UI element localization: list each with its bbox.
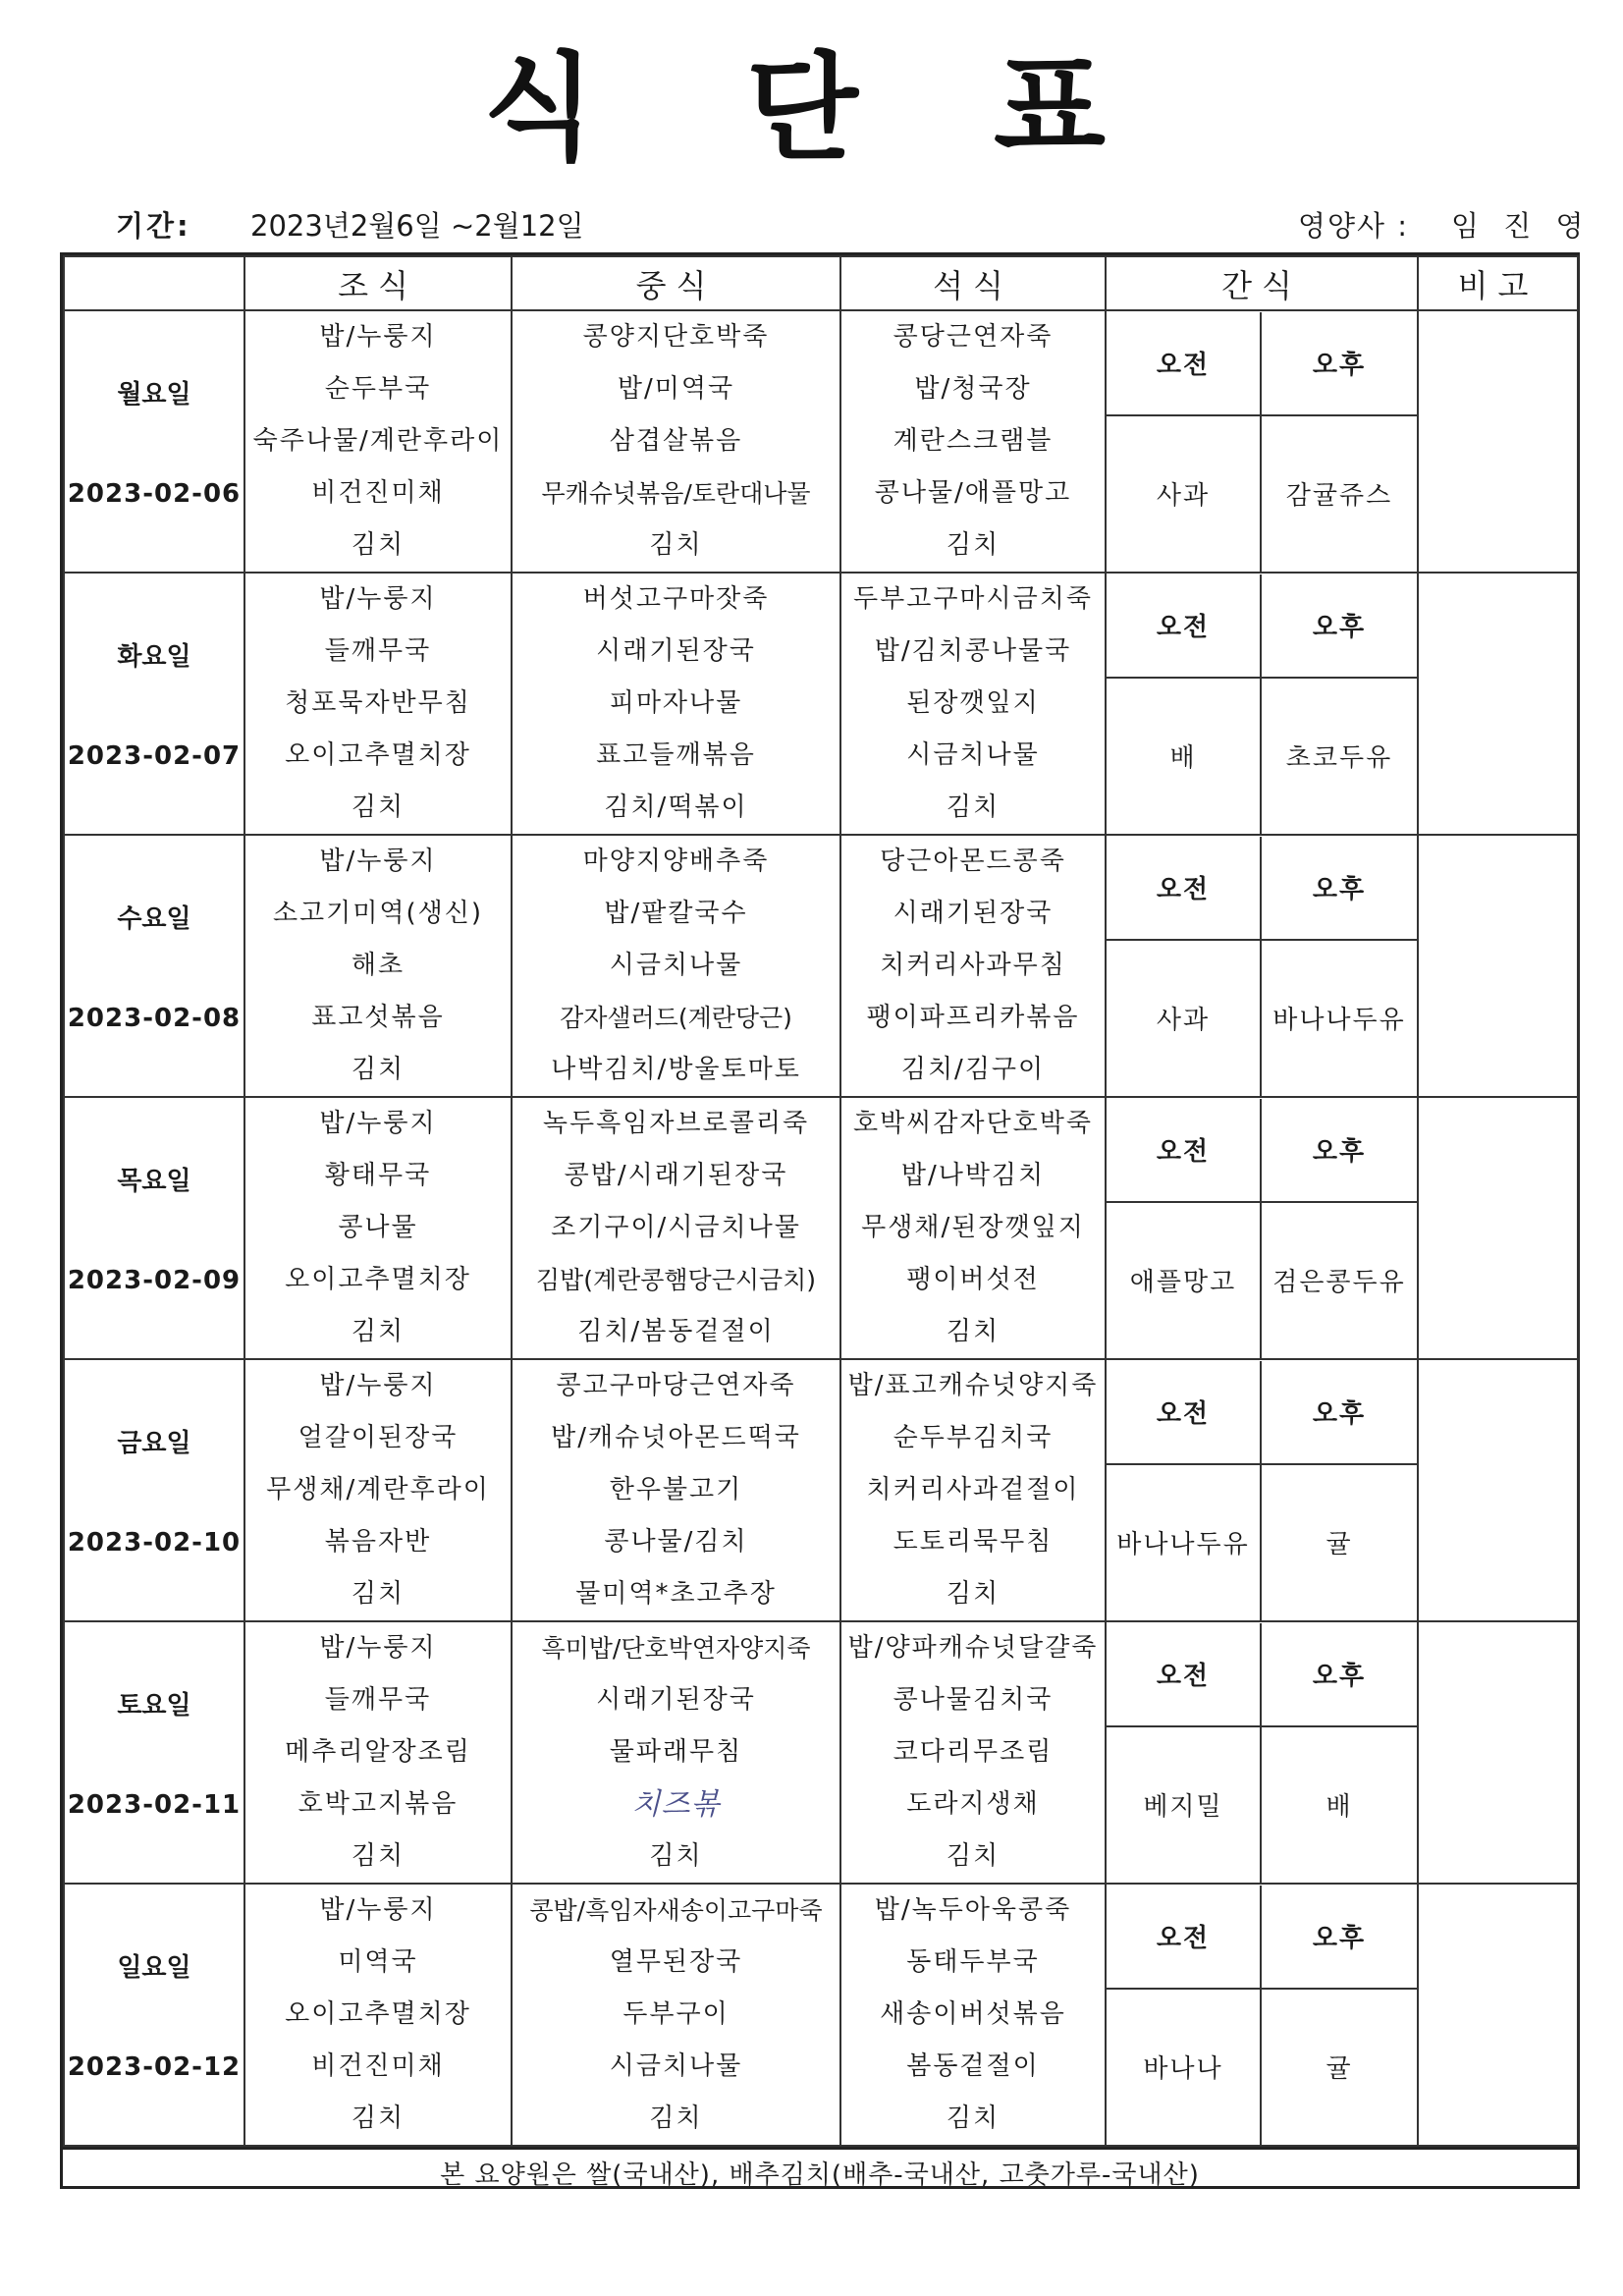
lunch-item: [513, 1778, 839, 1831]
lunch-item: 시금치나물: [609, 951, 743, 980]
lunch-item: 물파래무침: [609, 1737, 743, 1767]
breakfast-item: 비건진미채: [311, 2051, 445, 2081]
dinner-cell: [840, 1097, 1106, 1359]
note-cell: [1418, 573, 1578, 835]
day-cell: [64, 1621, 244, 1884]
dinner-item: 두부고구마시금치죽: [852, 584, 1094, 614]
dinner-item: 치커리사과겉절이: [866, 1475, 1080, 1504]
note-cell: [1418, 1621, 1578, 1884]
snack-cell: [1106, 1359, 1418, 1621]
breakfast-item: 김치: [351, 1841, 406, 1871]
breakfast-item: 밥/누룽지: [319, 1895, 437, 1925]
snack-pm-label: 오후: [1262, 837, 1417, 941]
snack-grid: [1107, 1623, 1417, 1883]
dinner-cell: [840, 573, 1106, 835]
snack-am-item: 베지밀: [1107, 1727, 1262, 1883]
dinner-item: 김치: [946, 793, 1001, 822]
note-cell: [1418, 835, 1578, 1097]
breakfast-item: 순두부국: [324, 374, 432, 404]
snack-am-item: 사과: [1107, 941, 1262, 1096]
day-row: [64, 1621, 1578, 1884]
snack-pm-item: 귤: [1325, 2054, 1353, 2084]
snack-pm-label: 오후: [1262, 312, 1417, 416]
lunch-item: 콩밥/흑임자새송이고구마죽: [529, 1896, 823, 1925]
dinner-item: 김치: [946, 2104, 1001, 2133]
breakfast-item: 해초: [351, 951, 406, 980]
lunch-cell: [512, 1097, 840, 1359]
snack-cell: [1106, 1621, 1418, 1884]
breakfast-item: 김치: [351, 2104, 406, 2133]
dinner-item: 콩당근연자죽: [893, 322, 1054, 352]
lunch-item: 물미역*초고추장: [575, 1579, 777, 1609]
breakfast-cell: [244, 1621, 512, 1884]
dinner-item: 봄동겉절이: [906, 2051, 1040, 2081]
lunch-item: 열무된장국: [609, 1947, 743, 1977]
lunch-item: 표고들깨볶음: [596, 740, 756, 770]
snack-am-item: 바나나두유: [1107, 1465, 1262, 1620]
lunch-cell: [512, 1621, 840, 1884]
dinner-cell: [840, 1359, 1106, 1621]
period-label: 기간:: [116, 209, 191, 243]
dinner-item: 호박씨감자단호박죽: [852, 1109, 1094, 1138]
snack-am-label: 오전: [1107, 1886, 1262, 1990]
lunch-item: 김치: [649, 2104, 703, 2133]
note-cell: [1418, 1884, 1578, 2146]
snack-cell: [1106, 573, 1418, 835]
day-name: 화요일: [117, 642, 191, 672]
breakfast-item: 콩나물: [338, 1213, 418, 1242]
breakfast-cell: [244, 1097, 512, 1359]
breakfast-item: 밥/누룽지: [319, 584, 437, 614]
day-row: [64, 1884, 1578, 2146]
snack-am-item: 배: [1107, 679, 1262, 834]
dinner-item: 시금치나물: [906, 740, 1040, 770]
breakfast-item: 밥/누룽지: [319, 1633, 437, 1663]
dinner-item: 김치: [946, 1841, 1001, 1871]
page-title: [0, 39, 1623, 177]
day-name: 토요일: [117, 1691, 191, 1721]
dinner-item: 밥/녹두아욱콩죽: [874, 1895, 1072, 1925]
lunch-item: 조기구이/시금치나물: [551, 1213, 801, 1242]
snack-pm-item: 배: [1325, 1792, 1353, 1822]
day-date: 2023-02-11: [67, 1790, 242, 1820]
day-cell: [64, 573, 244, 835]
breakfast-item: 김치: [351, 1579, 406, 1609]
lunch-cell: [512, 310, 840, 573]
day-name: 수요일: [117, 904, 191, 934]
dinner-item: 콩나물/애플망고: [874, 478, 1072, 508]
dinner-item: 김치: [946, 530, 1001, 560]
dinner-item: 밥/김치콩나물국: [874, 636, 1072, 666]
note-cell: [1418, 1359, 1578, 1621]
day-date: 2023-02-07: [67, 741, 242, 771]
lunch-header: 중식: [512, 256, 840, 310]
lunch-item: 시래기된장국: [596, 1685, 756, 1715]
snack-grid: [1107, 1886, 1417, 2145]
day-row: [64, 310, 1578, 573]
breakfast-item: 표고섯볶음: [311, 1003, 445, 1032]
snack-pm-label: 오후: [1262, 574, 1417, 679]
day-cell: [64, 310, 244, 573]
note-cell: [1418, 310, 1578, 573]
day-cell: [64, 1359, 244, 1621]
breakfast-item: 황태무국: [324, 1161, 432, 1190]
menu-body: [64, 310, 1578, 2146]
lunch-item: 김치: [649, 530, 703, 560]
lunch-cell: [512, 573, 840, 835]
snack-am-item: 바나나: [1107, 1990, 1262, 2145]
breakfast-item: 얼갈이된장국: [298, 1423, 459, 1452]
snack-am-label: 오전: [1107, 1623, 1262, 1727]
snack-pm-label: 오후: [1262, 1623, 1417, 1727]
lunch-item: 피마자나물: [609, 688, 743, 718]
snack-pm-item: 감귤쥬스: [1285, 481, 1393, 511]
lunch-item: 콩고구마당근연자죽: [556, 1371, 796, 1400]
snack-am-item: 사과: [1107, 416, 1262, 572]
breakfast-cell: [244, 835, 512, 1097]
lunch-item: 김치: [649, 1841, 703, 1871]
lunch-item: 콩양지단호박죽: [582, 322, 770, 352]
breakfast-item: 들깨무국: [324, 636, 432, 666]
dietitian-label: 영양사 :: [1298, 209, 1410, 243]
breakfast-item: 청포묵자반무침: [285, 688, 471, 718]
dinner-item: 팽이파프리카볶음: [866, 1003, 1080, 1032]
snack-pm-label: 오후: [1262, 1886, 1417, 1990]
snack-pm-item: 바나나두유: [1272, 1006, 1406, 1035]
dinner-item: 밥/표고캐슈넛양지죽: [847, 1371, 1099, 1400]
breakfast-item: 오이고추멸치장: [285, 740, 471, 770]
dietitian-name: 임 진 영: [1451, 209, 1592, 243]
snack-pm-item: 초코두유: [1285, 743, 1393, 773]
snack-cell: [1106, 835, 1418, 1097]
day-name: 일요일: [117, 1953, 191, 1983]
day-cell: [64, 1097, 244, 1359]
snack-grid: [1107, 312, 1417, 572]
lunch-item: 김치/봄동겉절이: [577, 1317, 775, 1346]
snack-pm-label: 오후: [1262, 1099, 1417, 1203]
breakfast-item: 김치: [351, 530, 406, 560]
lunch-item: 시래기된장국: [596, 636, 756, 666]
lunch-item: 밥/팥칼국수: [604, 899, 748, 928]
dinner-item: 된장깻잎지: [906, 688, 1040, 718]
snack-cell: [1106, 1097, 1418, 1359]
snack-am-label: 오전: [1107, 1099, 1262, 1203]
dinner-item: 코다리무조림: [893, 1737, 1054, 1767]
origin-notice: 본 요양원은 쌀(국내산), 배추김치(배추-국내산, 고춧가루-국내산): [63, 2147, 1577, 2201]
lunch-item: 버섯고구마잣죽: [582, 584, 770, 614]
breakfast-item: 밥/누룽지: [319, 847, 437, 876]
snack-am-label: 오전: [1107, 312, 1262, 416]
menu-table: [63, 255, 1579, 2147]
breakfast-item: 비건진미채: [311, 478, 445, 508]
snack-am-label: 오전: [1107, 1361, 1262, 1465]
period-value: 2023년2월6일 ~2월12일: [250, 209, 584, 243]
breakfast-header: 조식: [244, 256, 512, 310]
lunch-item: 나박김치/방울토마토: [551, 1055, 801, 1084]
snack-pm-item: 검은콩두유: [1272, 1268, 1406, 1297]
breakfast-item: 소고기미역(생신): [272, 899, 484, 928]
dinner-item: 당근아몬드콩죽: [880, 847, 1066, 876]
breakfast-item: 들깨무국: [324, 1685, 432, 1715]
dinner-header: 석식: [840, 256, 1106, 310]
lunch-item: 두부구이: [622, 1999, 730, 2029]
breakfast-cell: [244, 573, 512, 835]
dinner-item: 김치: [946, 1579, 1001, 1609]
lunch-item: 밥/미역국: [617, 374, 735, 404]
dinner-item: 무생채/된장깻잎지: [861, 1213, 1085, 1242]
lunch-cell: [512, 1884, 840, 2146]
day-date: 2023-02-09: [67, 1266, 242, 1295]
dinner-cell: [840, 835, 1106, 1097]
breakfast-item: 김치: [351, 1055, 406, 1084]
dinner-item: 도라지생채: [906, 1789, 1040, 1819]
lunch-item: 김밥(계란콩햄당근시금치): [535, 1266, 817, 1294]
day-cell: [64, 1884, 244, 2146]
snack-header: 간식: [1106, 256, 1418, 310]
lunch-item: 콩나물/김치: [604, 1527, 748, 1557]
breakfast-item: 밥/누룽지: [319, 322, 437, 352]
lunch-item: 콩밥/시래기된장국: [564, 1161, 788, 1190]
breakfast-item: 오이고추멸치장: [285, 1999, 471, 2029]
snack-grid: [1107, 837, 1417, 1096]
lunch-cell: [512, 1359, 840, 1621]
breakfast-item: 김치: [351, 793, 406, 822]
dinner-item: 김치/김구이: [900, 1055, 1046, 1084]
snack-am-label: 오전: [1107, 837, 1262, 941]
breakfast-item: 밥/누룽지: [319, 1371, 437, 1400]
snack-am-label: 오전: [1107, 574, 1262, 679]
lunch-item: 삼겹살볶음: [609, 426, 743, 456]
breakfast-cell: [244, 1884, 512, 2146]
lunch-item: 흑미밥/단호박연자양지죽: [541, 1634, 811, 1663]
dinner-item: 새송이버섯볶음: [880, 1999, 1066, 2029]
breakfast-item: 호박고지볶음: [298, 1789, 459, 1819]
breakfast-item: 오이고추멸치장: [285, 1265, 471, 1294]
dinner-item: 계란스크램블: [893, 426, 1054, 456]
lunch-item: 마양지양배추죽: [582, 847, 770, 876]
dinner-item: 밥/양파캐슈넛달걀죽: [847, 1633, 1099, 1663]
dinner-cell: [840, 1884, 1106, 2146]
lunch-cell: [512, 835, 840, 1097]
dinner-cell: [840, 310, 1106, 573]
day-date: 2023-02-06: [67, 479, 242, 509]
header-row: [64, 256, 1578, 310]
day-column-header: [64, 256, 244, 310]
day-row: [64, 573, 1578, 835]
lunch-item: 시금치나물: [609, 2051, 743, 2081]
day-name: 월요일: [117, 380, 191, 410]
dinner-cell: [840, 1621, 1106, 1884]
lunch-item: 무캐슈넛볶음/토란대나물: [541, 479, 811, 508]
dinner-item: 팽이버섯전: [906, 1265, 1040, 1294]
breakfast-item: 밥/누룽지: [319, 1109, 437, 1138]
snack-pm-item: 귤: [1325, 1530, 1353, 1559]
breakfast-item: 미역국: [338, 1947, 418, 1977]
dinner-item: 콩나물김치국: [893, 1685, 1054, 1715]
snack-cell: [1106, 1884, 1418, 2146]
breakfast-cell: [244, 310, 512, 573]
day-date: 2023-02-10: [67, 1528, 242, 1558]
dinner-item: 김치: [946, 1317, 1001, 1346]
lunch-item: 한우불고기: [609, 1475, 743, 1504]
dinner-item: 동태두부국: [906, 1947, 1040, 1977]
lunch-item: 김치/떡볶이: [604, 793, 748, 822]
breakfast-cell: [244, 1359, 512, 1621]
breakfast-item: 숙주나물/계란후라이: [252, 426, 504, 456]
day-row: [64, 1097, 1578, 1359]
day-cell: [64, 835, 244, 1097]
handwritten-signature: 치즈볶: [631, 1787, 721, 1822]
breakfast-item: 볶음자반: [324, 1527, 432, 1557]
day-date: 2023-02-08: [67, 1004, 242, 1033]
dinner-item: 치커리사과무침: [880, 951, 1066, 980]
lunch-item: 감자샐러드(계란당근): [560, 1004, 792, 1032]
title-char-3: 표: [994, 40, 1106, 176]
snack-grid: [1107, 1099, 1417, 1358]
snack-cell: [1106, 310, 1418, 573]
day-name: 금요일: [117, 1429, 191, 1458]
breakfast-item: 메추리알장조림: [285, 1737, 471, 1767]
snack-grid: [1107, 574, 1417, 834]
dinner-item: 밥/청국장: [914, 374, 1032, 404]
dinner-item: 밥/나박김치: [900, 1161, 1046, 1190]
breakfast-item: 무생채/계란후라이: [266, 1475, 490, 1504]
lunch-item: 녹두흑임자브로콜리죽: [542, 1109, 810, 1138]
breakfast-item: 김치: [351, 1317, 406, 1346]
note-header: 비고: [1418, 256, 1578, 310]
day-row: [64, 1359, 1578, 1621]
snack-am-item: 애플망고: [1107, 1203, 1262, 1358]
snack-pm-label: 오후: [1262, 1361, 1417, 1465]
lunch-item: 밥/캐슈넛아몬드떡국: [551, 1423, 801, 1452]
title-char-1: 식: [483, 40, 595, 176]
menu-sheet: [60, 252, 1580, 2189]
dinner-item: 순두부김치국: [893, 1423, 1054, 1452]
dinner-item: 도토리묵무침: [893, 1527, 1054, 1557]
day-row: [64, 835, 1578, 1097]
day-name: 목요일: [117, 1167, 191, 1196]
snack-grid: [1107, 1361, 1417, 1620]
dinner-item: 시래기된장국: [893, 899, 1054, 928]
note-cell: [1418, 1097, 1578, 1359]
title-char-2: 단: [746, 40, 858, 176]
day-date: 2023-02-12: [67, 2052, 242, 2082]
